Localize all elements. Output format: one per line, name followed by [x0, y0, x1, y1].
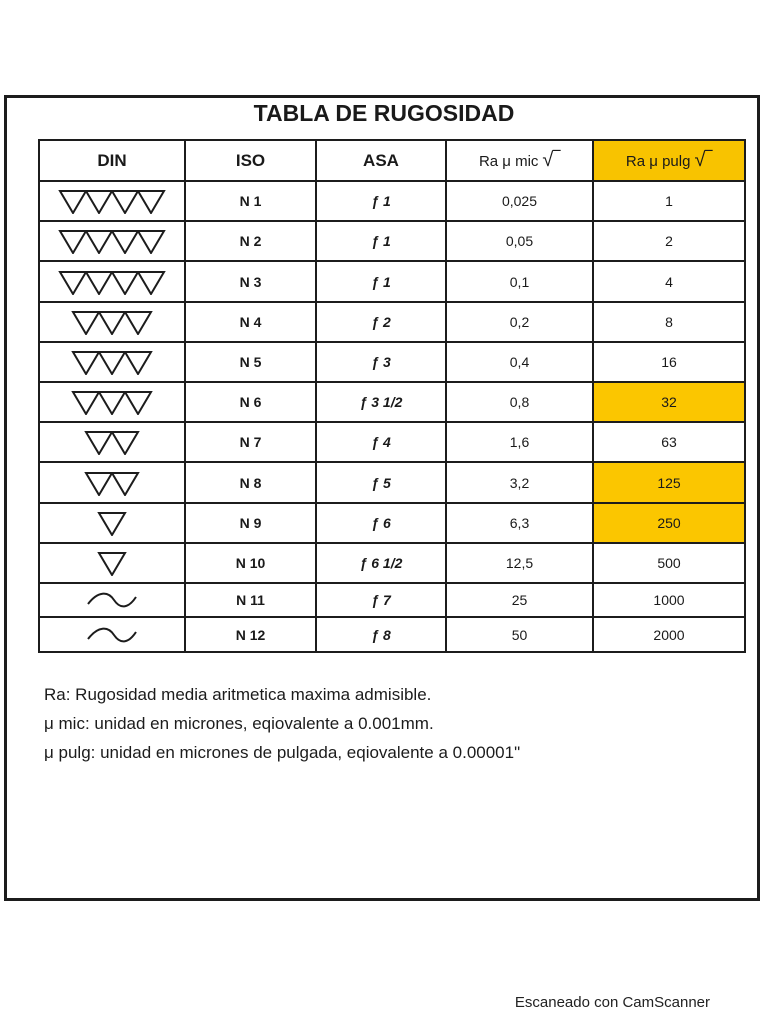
roughness-table — [38, 139, 746, 653]
ra-pulg-cell: 1000 — [593, 583, 745, 617]
table-row — [39, 342, 745, 382]
asa-cell: ƒ 1 — [316, 181, 446, 221]
table-row — [39, 382, 745, 422]
ra-mic-cell: 3,2 — [446, 462, 593, 502]
triple-triangle-icon — [69, 309, 155, 335]
iso-cell: N 4 — [185, 302, 316, 342]
ra-mic-cell: 0,05 — [446, 221, 593, 261]
note-ra: Ra: Rugosidad media aritmetica maxima admisible. — [44, 685, 432, 704]
notes — [44, 680, 520, 767]
header-ra-mic — [446, 140, 593, 181]
table-row — [39, 221, 745, 261]
din-cell — [39, 583, 185, 617]
iso-cell: N 3 — [185, 261, 316, 301]
table-row — [39, 503, 745, 543]
iso-cell: N 1 — [185, 181, 316, 221]
asa-cell: ƒ 6 — [316, 503, 446, 543]
ra-mic-cell: 1,6 — [446, 422, 593, 462]
din-cell — [39, 422, 185, 462]
iso-cell: N 9 — [185, 503, 316, 543]
note-mic: μ mic: unidad en micrones, eqiovalente a 0.001mm. — [44, 714, 434, 733]
asa-cell: ƒ 7 — [316, 583, 446, 617]
ra-pulg-cell: 16 — [593, 342, 745, 382]
ra-pulg-cell: 500 — [593, 543, 745, 583]
triple-triangle-icon — [69, 349, 155, 375]
page-title: TABLA DE RUGOSIDAD — [253, 100, 515, 126]
din-cell — [39, 543, 185, 583]
iso-cell: N 10 — [185, 543, 316, 583]
asa-cell: ƒ 5 — [316, 462, 446, 502]
ra-mic-cell: 0,1 — [446, 261, 593, 301]
header-ra-pulg — [593, 140, 745, 181]
ra-pulg-cell: 32 — [593, 382, 745, 422]
quadruple-triangle-icon — [56, 269, 168, 295]
header-asa: ASA — [316, 140, 446, 181]
ra-pulg-cell: 125 — [593, 462, 745, 502]
ra-mic-cell: 0,4 — [446, 342, 593, 382]
din-cell — [39, 382, 185, 422]
din-cell — [39, 261, 185, 301]
double-triangle-icon — [82, 429, 142, 455]
iso-cell: N 8 — [185, 462, 316, 502]
iso-cell: N 7 — [185, 422, 316, 462]
iso-cell: N 6 — [185, 382, 316, 422]
table-row — [39, 302, 745, 342]
quadruple-triangle-icon — [56, 188, 168, 214]
single-triangle-icon — [95, 550, 129, 576]
table-row — [39, 543, 745, 583]
iso-cell: N 12 — [185, 617, 316, 652]
ra-mic-cell: 12,5 — [446, 543, 593, 583]
din-cell — [39, 342, 185, 382]
ra-pulg-cell: 63 — [593, 422, 745, 462]
table-row — [39, 462, 745, 502]
din-cell — [39, 302, 185, 342]
ra-pulg-cell: 2000 — [593, 617, 745, 652]
asa-cell: ƒ 3 — [316, 342, 446, 382]
ra-pulg-cell: 250 — [593, 503, 745, 543]
din-cell — [39, 221, 185, 261]
table-row — [39, 422, 745, 462]
table-row — [39, 261, 745, 301]
sqrt-icon: √‾ — [694, 149, 713, 171]
din-cell — [39, 181, 185, 221]
table-row — [39, 583, 745, 617]
ra-pulg-cell: 2 — [593, 221, 745, 261]
header-iso: ISO — [185, 140, 316, 181]
scanner-footer: Escaneado con CamScanner — [514, 994, 710, 1011]
ra-mic-cell: 0,2 — [446, 302, 593, 342]
tilde-wave-icon — [84, 624, 140, 646]
ra-mic-cell: 0,8 — [446, 382, 593, 422]
header-din: DIN — [39, 140, 185, 181]
single-triangle-icon — [95, 510, 129, 536]
triple-triangle-icon — [69, 389, 155, 415]
asa-cell: ƒ 3 1/2 — [316, 382, 446, 422]
quadruple-triangle-icon — [56, 228, 168, 254]
ra-mic-cell: 0,025 — [446, 181, 593, 221]
table-header-row — [39, 140, 745, 181]
asa-cell: ƒ 6 1/2 — [316, 543, 446, 583]
din-cell — [39, 617, 185, 652]
ra-mic-cell: 6,3 — [446, 503, 593, 543]
double-triangle-icon — [82, 470, 142, 496]
sqrt-icon: √‾ — [542, 149, 561, 171]
ra-pulg-cell: 8 — [593, 302, 745, 342]
ra-mic-cell: 50 — [446, 617, 593, 652]
table-row — [39, 617, 745, 652]
iso-cell: N 5 — [185, 342, 316, 382]
ra-pulg-cell: 1 — [593, 181, 745, 221]
asa-cell: ƒ 4 — [316, 422, 446, 462]
tilde-wave-icon — [84, 589, 140, 611]
header-ra-mic-label: Ra μ mic — [478, 153, 539, 170]
iso-cell: N 2 — [185, 221, 316, 261]
asa-cell: ƒ 2 — [316, 302, 446, 342]
iso-cell: N 11 — [185, 583, 316, 617]
note-pulg: μ pulg: unidad en micrones de pulgada, eqiovalente a 0.00001" — [44, 743, 521, 762]
table-row — [39, 181, 745, 221]
din-cell — [39, 503, 185, 543]
asa-cell: ƒ 8 — [316, 617, 446, 652]
ra-mic-cell: 25 — [446, 583, 593, 617]
ra-pulg-cell: 4 — [593, 261, 745, 301]
header-ra-pulg-label: Ra μ pulg — [625, 153, 691, 170]
asa-cell: ƒ 1 — [316, 221, 446, 261]
din-cell — [39, 462, 185, 502]
asa-cell: ƒ 1 — [316, 261, 446, 301]
